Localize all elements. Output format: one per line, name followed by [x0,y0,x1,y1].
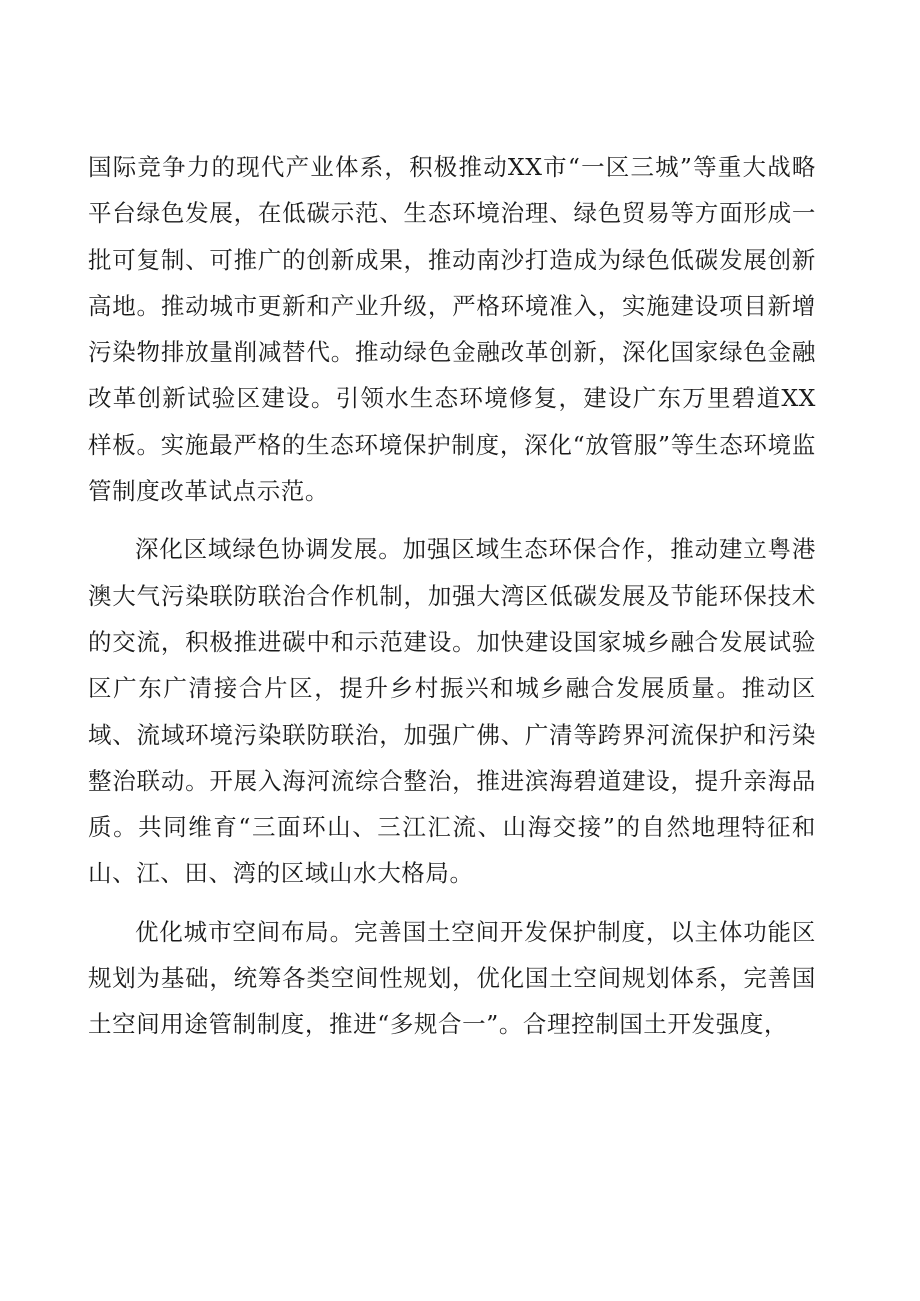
paragraph-urban-spatial-layout: 优化城市空间布局。完善国土空间开发保护制度，以主体功能区规划为基础，统筹各类空间性规划，优化国土空间规划体系，完善国土空间用途管制制度，推进“多规合一”。合理控制国土开发强度， [88,917,816,1039]
paragraph-continuation: 国际竞争力的现代产业体系，积极推动XX市“一区三城”等重大战略平台绿色发展，在低碳示范、生态环境治理、绿色贸易等方面形成一批可复制、可推广的创新成果，推动南沙打造成为绿色低碳发展创新高地。推动城市更新和产业升级，严格环境准入，实施建设项目新增污染物排放量削减替代。推动绿色金融改革创新，深化国家绿色金融改革创新试验区建设。引领水生态环境修复，建设广东万里碧道XX样板。实施最严格的生态环境保护制度，深化“放管服”等生态环境监管制度改革试点示范。 [88,153,816,506]
paragraph-regional-green-development: 深化区域绿色协调发展。加强区域生态环保合作，推动建立粤港澳大气污染联防联治合作机制，加强大湾区低碳发展及节能环保技术的交流，积极推进碳中和示范建设。加快建设国家城乡融合发展试验区广东广清接合片区，提升乡村振兴和城乡融合发展质量。推动区域、流域环境污染联防联治，加强广佛、广清等跨界河流保护和污染整治联动。开展入海河流综合整治，推进滨海碧道建设，提升亲海品质。共同维育“三面环山、三江汇流、山海交接”的自然地理特征和山、江、田、湾的区域山水大格局。 [88,535,816,888]
document-body [88,144,816,1048]
